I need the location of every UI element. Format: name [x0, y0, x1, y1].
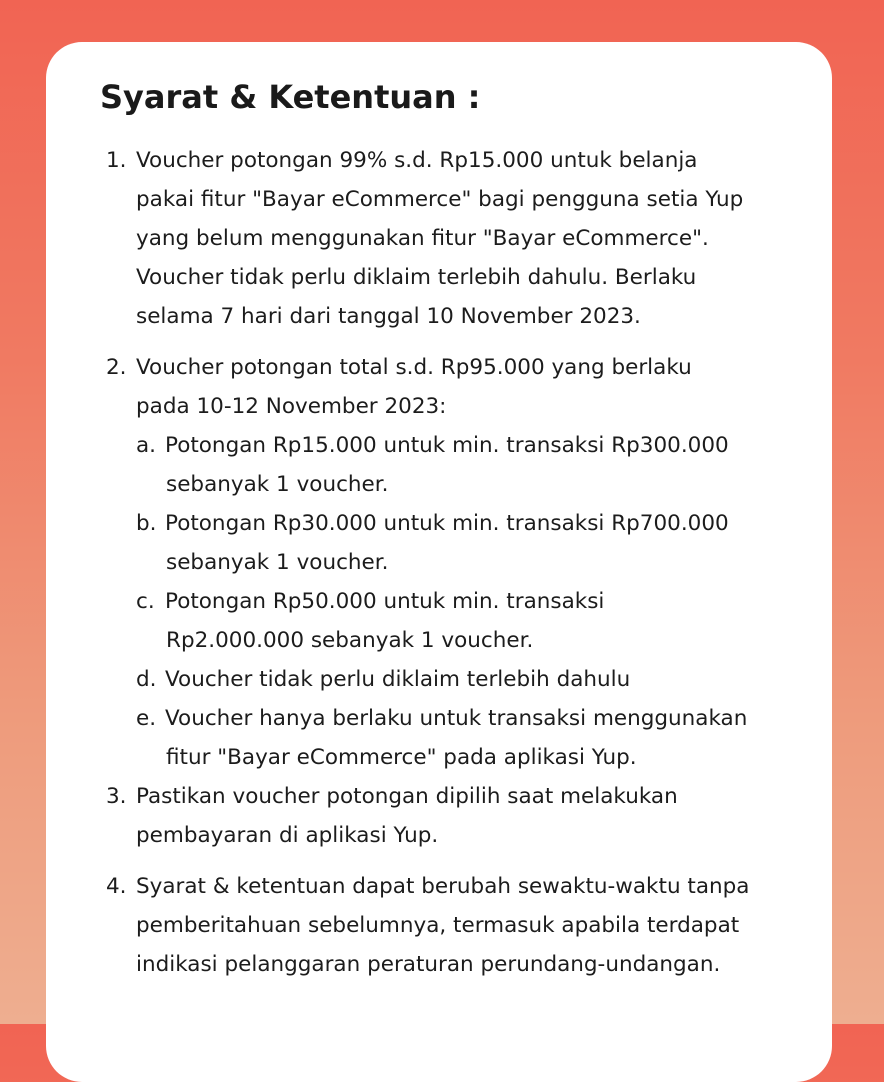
- sub-list-letter: b.: [136, 511, 157, 536]
- list-item-text: indikasi pelanggaran peraturan perundang-undangan.: [136, 952, 721, 977]
- list-item-text: Voucher potongan 99% s.d. Rp15.000 untuk belanja: [136, 148, 698, 173]
- sub-list-item-text: Potongan Rp50.000 untuk min. transaksi: [165, 589, 605, 614]
- sub-list-letter: d.: [136, 667, 157, 692]
- terms-card: [46, 42, 832, 1082]
- list-item-text: selama 7 hari dari tanggal 10 November 2023.: [136, 304, 641, 329]
- list-item-text: Voucher potongan total s.d. Rp95.000 yang berlaku: [136, 355, 692, 380]
- list-item-text: Voucher tidak perlu diklaim terlebih dahulu. Berlaku: [136, 265, 697, 290]
- sub-list-item-text: Potongan Rp30.000 untuk min. transaksi Rp700.000: [165, 511, 729, 536]
- list-item-text: yang belum menggunakan fitur "Bayar eCommerce".: [136, 226, 709, 251]
- list-item-text: pada 10-12 November 2023:: [136, 394, 447, 419]
- list-item-text: pembayaran di aplikasi Yup.: [136, 823, 439, 848]
- list-item-text: Syarat & ketentuan dapat berubah sewaktu-waktu tanpa: [136, 874, 750, 899]
- sub-list-item-text: Voucher tidak perlu diklaim terlebih dahulu: [165, 667, 631, 692]
- sub-list-item-text: sebanyak 1 voucher.: [166, 550, 389, 575]
- list-number: 4.: [106, 874, 127, 899]
- sub-list-letter: c.: [136, 589, 155, 614]
- list-item-text: Pastikan voucher potongan dipilih saat melakukan: [136, 784, 678, 809]
- sub-list-item-text: Rp2.000.000 sebanyak 1 voucher.: [166, 628, 534, 653]
- list-item-text: pemberitahuan sebelumnya, termasuk apabila terdapat: [136, 913, 740, 938]
- list-number: 1.: [106, 148, 127, 173]
- sub-list-item-text: Voucher hanya berlaku untuk transaksi menggunakan: [165, 706, 748, 731]
- terms-title: Syarat & Ketentuan :: [100, 78, 481, 116]
- list-number: 2.: [106, 355, 127, 380]
- sub-list-item-text: fitur "Bayar eCommerce" pada aplikasi Yup.: [166, 745, 637, 770]
- sub-list-item-text: sebanyak 1 voucher.: [166, 472, 389, 497]
- list-number: 3.: [106, 784, 127, 809]
- sub-list-item-text: Potongan Rp15.000 untuk min. transaksi Rp300.000: [165, 433, 729, 458]
- sub-list-letter: e.: [136, 706, 157, 731]
- list-item-text: pakai fitur "Bayar eCommerce" bagi pengguna setia Yup: [136, 187, 744, 212]
- sub-list-letter: a.: [136, 433, 157, 458]
